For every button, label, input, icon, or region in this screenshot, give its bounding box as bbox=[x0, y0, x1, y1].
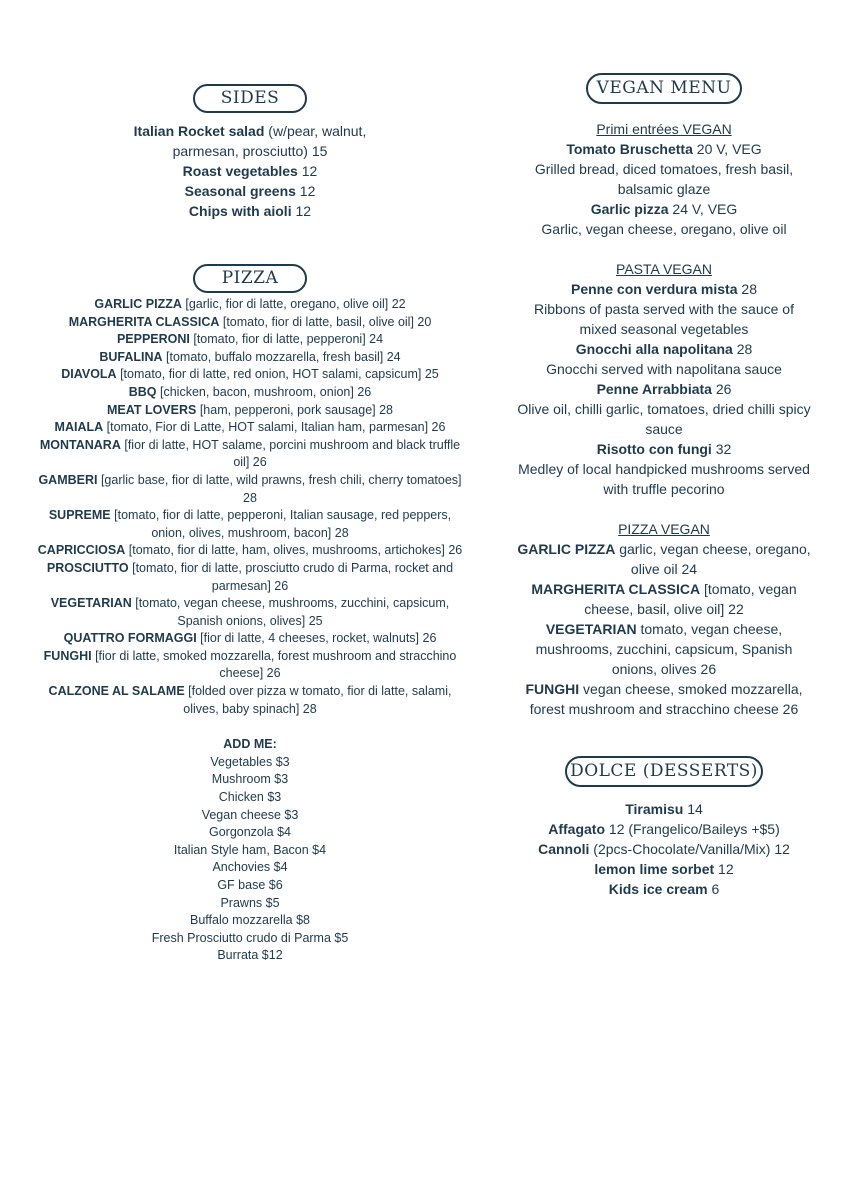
menu-item: GAMBERI [garlic base, fior di latte, wild prawns, fresh chili, cherry tomatoes] bbox=[38, 472, 462, 487]
menu-item: GARLIC PIZZA garlic, vegan cheese, oregano, bbox=[517, 541, 811, 557]
menu-item-desc: Grilled bread, diced tomatoes, fresh basil, bbox=[534, 161, 794, 177]
add-me-item: Buffalo mozzarella $8 bbox=[190, 913, 310, 928]
pizza-heading-text: PIZZA bbox=[221, 268, 279, 288]
add-me-item: Gorgonzola $4 bbox=[208, 825, 291, 840]
menu-item: FUNGHI vegan cheese, smoked mozzarella, bbox=[525, 681, 803, 697]
vegan-heading bbox=[586, 73, 742, 104]
menu-item: Garlic pizza 24 V, VEG bbox=[590, 201, 738, 217]
menu-item: DIAVOLA [tomato, fior di latte, red onion, HOT salami, capsicum] 25 bbox=[61, 367, 439, 382]
menu-item-desc: sauce bbox=[645, 421, 683, 437]
add-me-section bbox=[10, 736, 490, 965]
menu-item: Cannoli (2pcs-Chocolate/Vanilla/Mix) 12 bbox=[538, 841, 790, 857]
add-me-item: Prawns $5 bbox=[220, 895, 280, 910]
add-me-item: Italian Style ham, Bacon $4 bbox=[173, 842, 327, 857]
menu-item: Penne con verdura mista 28 bbox=[571, 281, 757, 297]
menu-item-desc: balsamic glaze bbox=[617, 181, 711, 197]
menu-item-cont: onion, olives, mushroom, bacon] 28 bbox=[151, 525, 349, 540]
menu-item-cont: oil] 26 bbox=[233, 455, 267, 470]
add-me-item: GF base $6 bbox=[217, 878, 283, 892]
menu-item-cont: 28 bbox=[243, 490, 257, 505]
menu-item: QUATTRO FORMAGGI [fior di latte, 4 cheeses, rocket, walnuts] 26 bbox=[63, 631, 437, 646]
add-me-item: Burrata $12 bbox=[217, 948, 283, 963]
menu-item: Tiramisu 14 bbox=[625, 801, 703, 817]
menu-item: BUFALINA [tomato, buffalo mozzarella, fresh basil] 24 bbox=[99, 349, 401, 364]
menu-item-cont: cheese] 26 bbox=[219, 666, 281, 681]
menu-item-desc: Medley of local handpicked mushrooms served bbox=[518, 461, 810, 477]
menu-item: Chips with aioli 12 bbox=[188, 203, 312, 219]
sides-section bbox=[10, 84, 490, 221]
dolce-heading bbox=[565, 756, 763, 787]
menu-item: SUPREME [tomato, fior di latte, pepperoni, Italian sausage, red peppers, bbox=[48, 508, 452, 523]
menu-item-desc: cheese, basil, olive oil] 22 bbox=[584, 601, 744, 617]
menu-item-desc: Ribbons of pasta served with the sauce of bbox=[534, 301, 794, 317]
menu-item: VEGETARIAN tomato, vegan cheese, bbox=[545, 621, 783, 637]
menu-item-desc: Olive oil, chilli garlic, tomatoes, dried chilli spicy bbox=[517, 401, 811, 417]
pizza-heading bbox=[193, 264, 307, 293]
pasta-subheading: PASTA VEGAN bbox=[616, 261, 712, 277]
menu-item: MAIALA [tomato, Fior di Latte, HOT salami, Italian ham, parmesan] 26 bbox=[54, 420, 446, 435]
menu-item: BBQ [chicken, bacon, mushroom, onion] 26 bbox=[128, 384, 372, 399]
vegan-heading-text: VEGAN MENU bbox=[596, 78, 732, 98]
menu-item: Penne Arrabbiata 26 bbox=[596, 381, 732, 397]
menu-item: MONTANARA [fior di latte, HOT salame, porcini mushroom and black truffle bbox=[39, 437, 461, 452]
pizza-section bbox=[10, 264, 490, 718]
menu-item: CALZONE AL SALAME [folded over pizza w tomato, fior di latte, salami, bbox=[48, 684, 452, 699]
menu-item: VEGETARIAN [tomato, vegan cheese, mushrooms, zucchini, capsicum, bbox=[50, 596, 450, 611]
menu-item: CAPRICCIOSA [tomato, fior di latte, ham, olives, mushrooms, artichokes] 26 bbox=[37, 543, 463, 558]
menu-item-cont: parmesan, prosciutto) 15 bbox=[172, 143, 328, 159]
menu-item: lemon lime sorbet 12 bbox=[594, 861, 734, 877]
menu-item-desc: mushrooms, zucchini, capsicum, Spanish bbox=[535, 641, 793, 657]
add-me-item: Vegan cheese $3 bbox=[201, 807, 299, 822]
primi-subheading: Primi entrées VEGAN bbox=[596, 121, 732, 137]
menu-item: Roast vegetables 12 bbox=[182, 163, 318, 179]
menu-item-desc: mixed seasonal vegetables bbox=[579, 321, 749, 337]
add-me-item: Chicken $3 bbox=[218, 790, 282, 805]
menu-item: PROSCIUTTO [tomato, fior di latte, prosciutto crudo di Parma, rocket and bbox=[46, 560, 454, 575]
left-column bbox=[10, 84, 490, 965]
right-column bbox=[492, 73, 836, 899]
menu-item: Risotto con fungi 32 bbox=[596, 441, 732, 457]
menu-item-desc: with truffle pecorino bbox=[603, 481, 725, 497]
menu-item: Tomato Bruschetta 20 V, VEG bbox=[566, 141, 762, 157]
sides-heading-text: SIDES bbox=[220, 88, 280, 108]
menu-item: MARGHERITA CLASSICA [tomato, fior di latte, basil, olive oil] 20 bbox=[68, 314, 432, 329]
menu-item-desc: Garlic, vegan cheese, oregano, olive oil bbox=[541, 221, 787, 237]
add-me-item: Mushroom $3 bbox=[211, 772, 289, 787]
menu-item-desc: forest mushroom and stracchino cheese 26 bbox=[529, 701, 799, 717]
dolce-heading-text: DOLCE (DESSERTS) bbox=[570, 761, 758, 781]
add-me-item: Fresh Prosciutto crudo di Parma $5 bbox=[151, 930, 349, 945]
add-me-item: Vegetables $3 bbox=[210, 754, 290, 769]
menu-item: Gnocchi alla napolitana 28 bbox=[575, 341, 753, 357]
menu-item-desc: Gnocchi served with napolitana sauce bbox=[546, 361, 782, 377]
sides-heading bbox=[193, 84, 307, 113]
menu-item-cont: Spanish onions, olives] 25 bbox=[177, 613, 323, 628]
menu-item: FUNGHI [fior di latte, smoked mozzarella, forest mushroom and stracchino bbox=[43, 648, 457, 663]
menu-item: Affagato 12 (Frangelico/Baileys +$5) bbox=[548, 821, 780, 837]
menu-item: MARGHERITA CLASSICA [tomato, vegan bbox=[531, 581, 797, 597]
add-me-item: Anchovies $4 bbox=[212, 860, 288, 875]
menu-item: Seasonal greens 12 bbox=[184, 183, 316, 199]
pizza-vegan-subheading: PIZZA VEGAN bbox=[618, 521, 710, 537]
menu-item-desc: olive oil 24 bbox=[630, 561, 698, 577]
menu-item: Italian Rocket salad (w/pear, walnut, bbox=[133, 123, 367, 139]
menu-item-cont: olives, baby spinach] 28 bbox=[183, 701, 317, 716]
menu-item: PEPPERONI [tomato, fior di latte, pepperoni] 24 bbox=[116, 332, 384, 347]
add-me-heading: ADD ME: bbox=[223, 737, 277, 752]
menu-item-cont: parmesan] 26 bbox=[211, 578, 289, 593]
dolce-section bbox=[492, 756, 836, 899]
menu-item: Kids ice cream 6 bbox=[608, 881, 720, 897]
menu-item: GARLIC PIZZA [garlic, fior di latte, oregano, olive oil] 22 bbox=[94, 297, 406, 311]
menu-item-desc: onions, olives 26 bbox=[611, 661, 717, 677]
vegan-section bbox=[492, 73, 836, 719]
menu-item: MEAT LOVERS [ham, pepperoni, pork sausage] 28 bbox=[106, 402, 393, 417]
